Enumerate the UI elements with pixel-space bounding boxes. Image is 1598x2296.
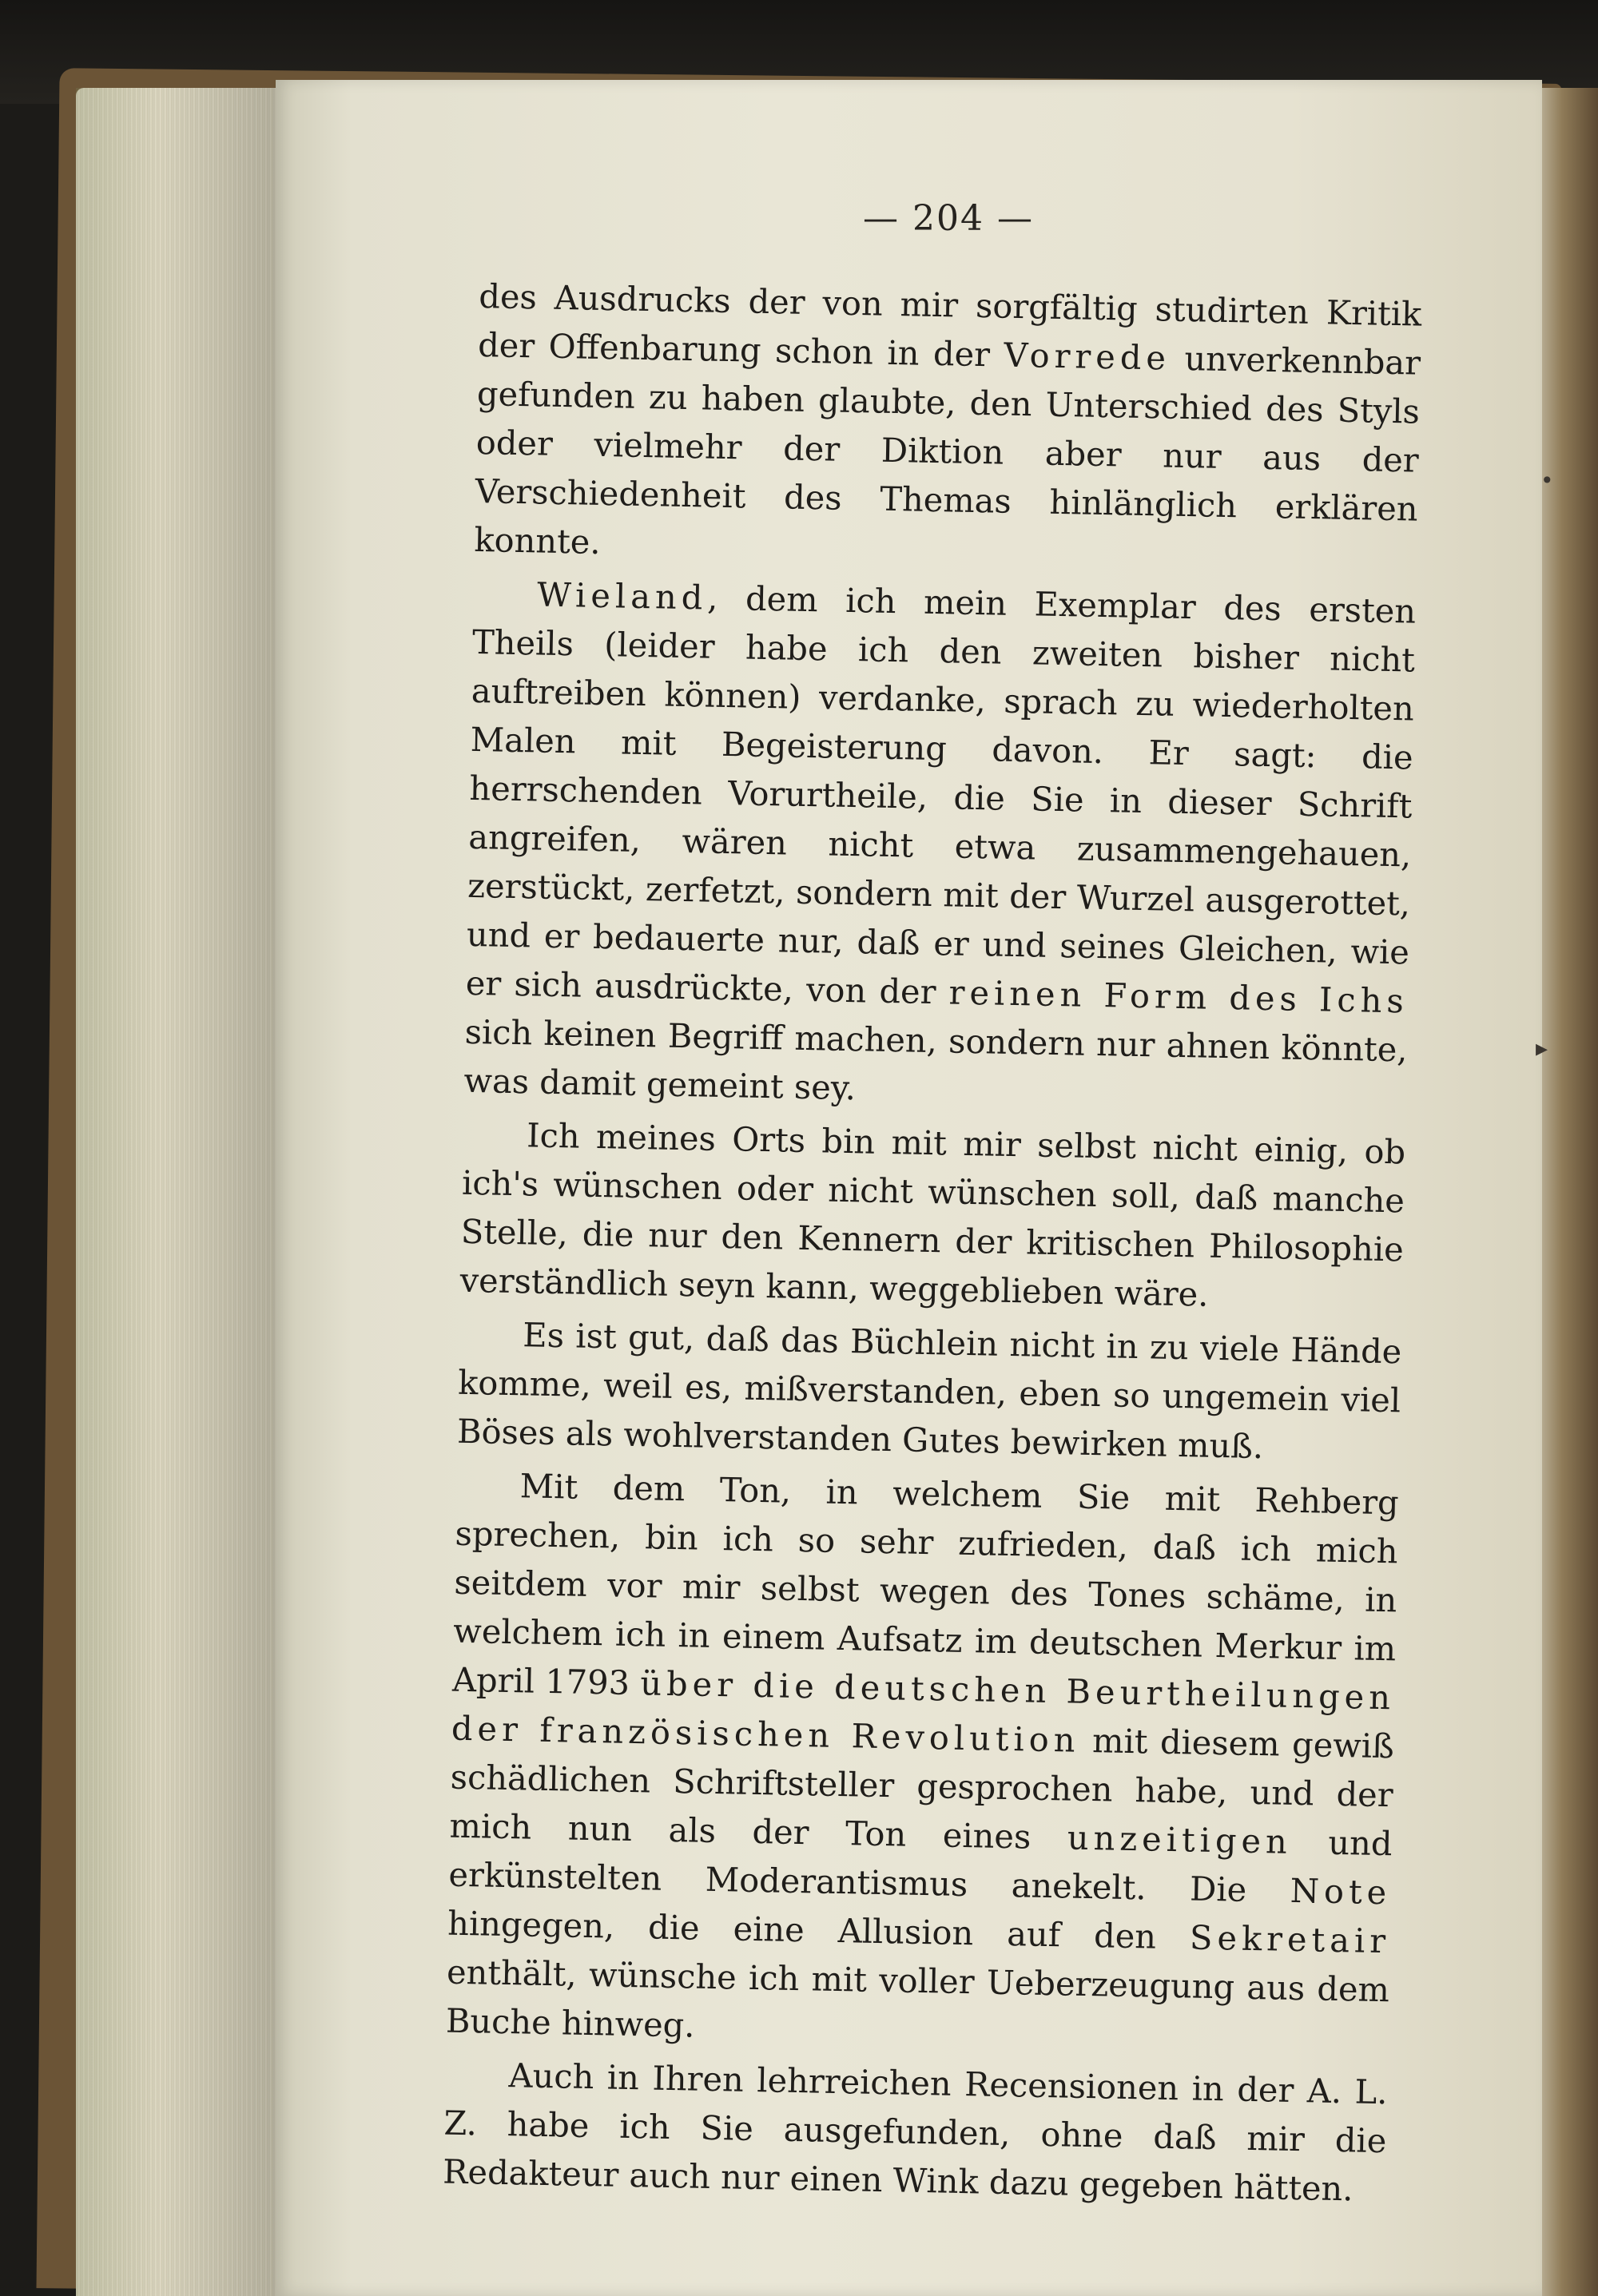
text-run: enthält, wünsche ich mit voller Ueberzeugung aus dem Buche hinweg. [445,1952,1390,2045]
text-run: Es ist gut, daß das Büchlein nicht in zu viele Hände komme, weil es, mißverstanden, eben so ungemein viel Böses als wohlverstanden Gutes bewirken muß. [456,1315,1402,1467]
emphasized-text: Vorrede [1004,335,1171,378]
paragraph [463,569,1417,1123]
emphasized-text: unzeitigen [1067,1817,1293,1861]
emphasized-text: reinen Form des Ichs [948,972,1409,1021]
emphasized-text: über die deutschen Beurtheilungen der französischen Revolution [451,1663,1396,1760]
margin-mark: ▸ [1536,1035,1548,1063]
paragraph [443,2050,1388,2215]
emphasized-text: Wieland [536,574,708,618]
text-run: des Ausdrucks der von mir sorgfältig studirten Kritik der Offenbarung schon in der [477,276,1422,375]
text-run: sich keinen Begriff machen, sondern nur ahnen könnte, was damit gemeint sey. [463,1011,1408,1108]
text-run: hingegen, die eine Allusion auf den [447,1903,1191,1957]
page-stack-shadow [76,88,284,2296]
text-run: mit diesem gewiß schädlichen Schriftsteller gesprochen habe, und der mich nun als der Ton eines [449,1720,1395,1857]
paragraph [474,272,1422,582]
text-run: Ich meines Orts bin mit mir selbst nicht einig, ob ich's wünschen oder nicht wünschen soll, daß manche Stelle, die nur den Kennern der kritischen Philosophie verständlich seyn kann, weggeblieben wäre. [459,1115,1406,1314]
next-page-edge [1538,88,1598,2296]
text-run: Mit dem Ton, in welchem Sie mit Rehberg sprechen, bin ich so sehr zufrieden, daß ich mich seitdem vor mir selbst wegen des Tones schäme, in welchem ich in einem Aufsatz im deutschen Merkur im April 1793 [451,1466,1400,1703]
paragraph [459,1110,1405,1323]
emphasized-text: Note [1290,1870,1392,1913]
page-number: — 204 — [863,198,1034,239]
text-run: , dem ich mein Exemplar des ersten Theils (leider habe ich den zweiten bisher nicht auftreiben können) verdanke, sprach zu wiederholten Malen mit Begeisterung davon. Er sagt: die herrschenden Vorurtheile, die Sie in dieser Schrift angreifen, wären nicht etwa zusammengehauen, zerstückt, zerfetzt, sondern mit der Wurzel ausgerottet, und er bedauerte nur, daß er und seines Gleichen, wie er sich ausdrückte, von der [465,578,1417,1012]
emphasized-text: Sekretair [1189,1917,1391,1961]
paragraph [457,1309,1402,1474]
text-run: und erkünstelten Moderantismus anekelt. Die [448,1821,1393,1910]
text-run: Auch in Ihren lehrreichen Recensionen in der A. L. Z. habe ich Sie ausgefunden, ohne daß mir die Redakteur auch nur einen Wink dazu gegeben hätten. [442,2056,1388,2209]
margin-mark: • [1540,467,1554,494]
body-text [443,272,1422,2214]
paragraph [445,1460,1399,2064]
text-run: unverkennbar gefunden zu haben glaubte, den Unterschied des Styls oder vielmehr der Diktion aber nur aus der Verschiedenheit des Themas hinlänglich erklären konnte. [474,338,1421,562]
